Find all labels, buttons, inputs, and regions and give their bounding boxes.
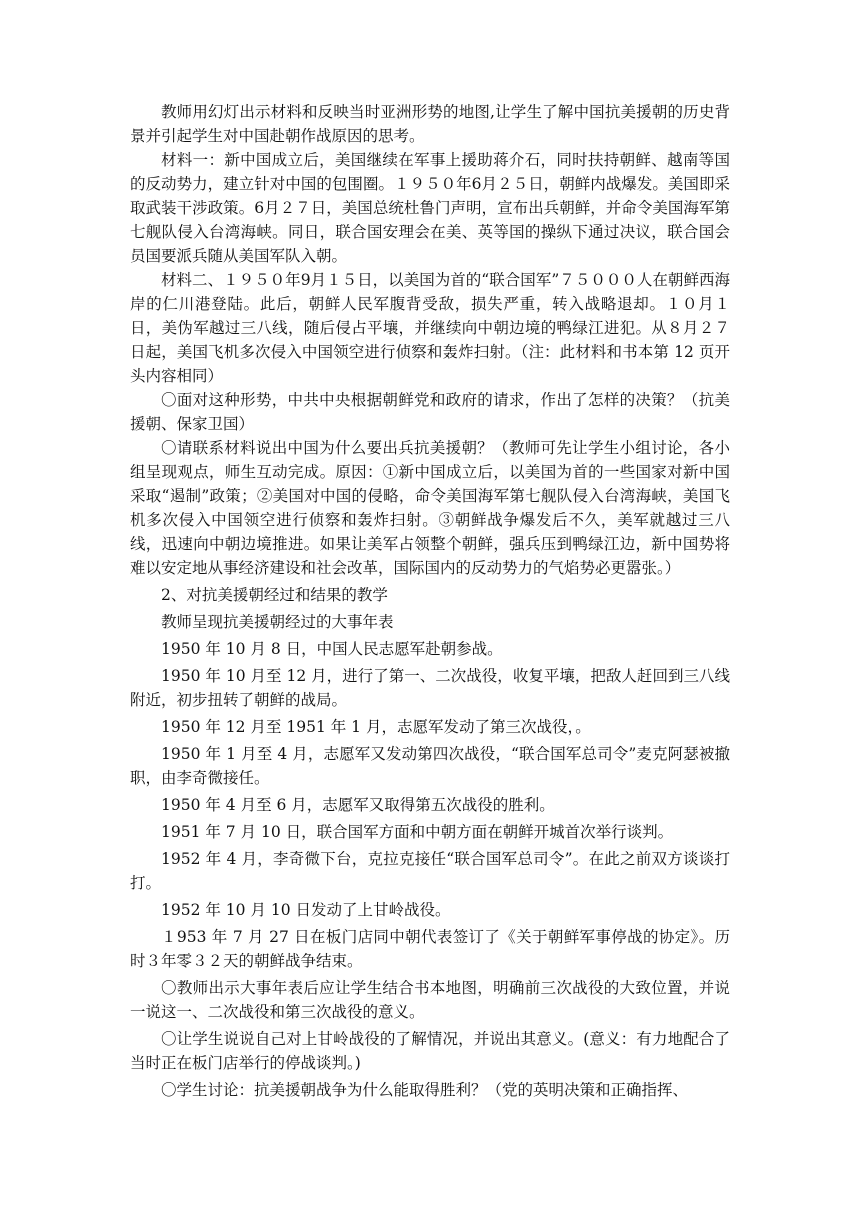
section-heading: 2、对抗美援朝经过和结果的教学: [161, 586, 388, 604]
map-activity-paragraph: 〇教师出示大事年表后应让学生结合书本地图，明确前三次战役的大致位置，并说一说这一、二次战役和第三次战役的意义。: [130, 979, 730, 1021]
timeline-item: 1950 年 12 月至 1951 年 1 月，志愿军发动了第三次战役，。: [161, 718, 591, 736]
document-body: [130, 100, 730, 1105]
discussion-paragraph: 〇学生讨论：抗美援朝战争为什么能取得胜利？（党的英明决策和正确指挥、: [161, 1081, 689, 1099]
timeline-intro: 教师呈现抗美援朝经过的大事年表: [161, 613, 394, 631]
timeline-item: 1950 年 1 月至 4 月，志愿军又发动第四次战役，“联合国军总司令”麦克阿瑟被撤职，由李奇微接任。: [130, 745, 730, 787]
material-two-paragraph: 材料二、１９５０年9月１５日，以美国为首的“联合国军”７５０００人在朝鲜西海岸的仁川港登陆。此后，朝鲜人民军腹背受敌，损失严重，转入战略退却。１０月１日，美伪军越过三八线，随后侵占平壤，并继续向中朝边境的鸭绿江进犯。从８月２７日起，美国飞机多次侵入中国领空进行侦察和轰炸扫射。（注：此材料和书本第 12 页开头内容相同）: [130, 271, 730, 385]
timeline-item: １953 年 7 月 27 日在板门店同中朝代表签订了《关于朝鲜军事停战的协定》。历时３年零３２天的朝鲜战争结束。: [130, 928, 730, 970]
timeline-item: 1951 年 7 月 10 日，联合国军方面和中朝方面在朝鲜开城首次举行谈判。: [161, 823, 674, 841]
timeline-item: 1950 年 4 月至 6 月，志愿军又取得第五次战役的胜利。: [161, 796, 555, 814]
timeline-item: 1952 年 4 月，李奇微下台，克拉克接任“联合国军总司令”。在此之前双方谈谈打打。: [130, 850, 730, 892]
question-decision-paragraph: 〇面对这种形势，中共中央根据朝鲜党和政府的请求，作出了怎样的决策？（抗美援朝、保家卫国）: [130, 391, 730, 433]
question-reason-paragraph: 〇请联系材料说出中国为什么要出兵抗美援朝？（教师可先让学生小组讨论，各小组呈现观点，师生互动完成。原因：①新中国成立后，以美国为首的一些国家对新中国采取“遏制”政策；②美国对中国的侵略，命令美国海军第七舰队侵入台湾海峡，美国飞机多次侵入中国领空进行侦察和轰炸扫射。③朝鲜战争爆发后不久，美军就越过三八线，迅速向中朝边境推进。如果让美军占领整个朝鲜，强兵压到鸭绿江边，新中国势将难以安定地从事经济建设和社会改革，国际国内的反动势力的气焰势必更嚣张。）: [130, 439, 730, 577]
timeline-item: 1950 年 10 月 8 日，中国人民志愿军赴朝参战。: [161, 640, 503, 658]
timeline-item: 1952 年 10 月 10 日发动了上甘岭战役。: [161, 901, 451, 919]
intro-paragraph: 教师用幻灯出示材料和反映当时亚洲形势的地图,让学生了解中国抗美援朝的历史背景并引起学生对中国赴朝作战原因的思考。: [130, 103, 730, 145]
material-one-paragraph: 材料一：新中国成立后，美国继续在军事上援助蒋介石，同时扶持朝鲜、越南等国的反动势力，建立针对中国的包围圈。１９５０年6月２５日，朝鲜内战爆发。美国即采取武装干涉政策。6月２７日，美国总统杜鲁门声明，宣布出兵朝鲜，并命令美国海军第七舰队侵入台湾海峡。同日，联合国安理会在美、英等国的操纵下通过决议，联合国会员国要派兵随从美国军队入朝。: [130, 151, 730, 265]
shangganling-paragraph: 〇让学生说说自己对上甘岭战役的了解情况，并说出其意义。(意义：有力地配合了当时正在板门店举行的停战谈判。): [130, 1030, 730, 1072]
timeline-item: 1950 年 10 月至 12 月，进行了第一、二次战役，收复平壤，把敌人赶回到三八线附近，初步扭转了朝鲜的战局。: [130, 667, 730, 709]
